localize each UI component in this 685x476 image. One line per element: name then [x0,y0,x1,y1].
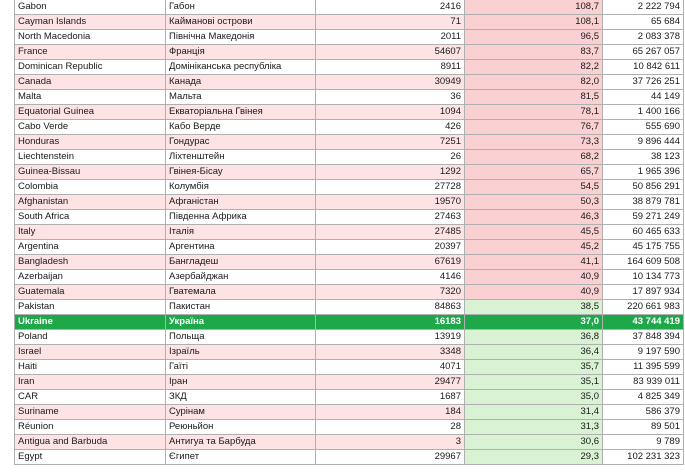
percent-cell: 45,2 [465,240,603,255]
population-cell: 38 879 781 [603,195,684,210]
country-name-en-cell: Suriname [15,405,166,420]
country-name-ua-cell: Франція [166,45,316,60]
count-cell: 28 [316,420,465,435]
country-name-en-cell: Israel [15,345,166,360]
country-name-ua-cell: Аргентина [166,240,316,255]
population-cell: 89 501 [603,420,684,435]
country-name-en-cell: Italy [15,225,166,240]
population-cell: 83 939 011 [603,375,684,390]
country-name-ua-cell: Україна [166,315,316,330]
country-name-en-cell: Pakistan [15,300,166,315]
count-cell: 27485 [316,225,465,240]
percent-cell: 37,0 [465,315,603,330]
population-cell: 37 848 394 [603,330,684,345]
population-cell: 1 400 166 [603,105,684,120]
percent-cell: 68,2 [465,150,603,165]
count-cell: 1094 [316,105,465,120]
count-cell: 29477 [316,375,465,390]
table-row [15,450,684,465]
country-name-ua-cell: Екваторіальна Гвінея [166,105,316,120]
table-row [15,90,684,105]
table-row [15,375,684,390]
table-row-highlighted [15,315,684,330]
country-name-en-cell: Haiti [15,360,166,375]
country-name-ua-cell: Гаїті [166,360,316,375]
count-cell: 426 [316,120,465,135]
table-row [15,435,684,450]
country-name-ua-cell: Кайманові острови [166,15,316,30]
percent-cell: 29,3 [465,450,603,465]
count-cell: 2011 [316,30,465,45]
population-cell: 60 465 633 [603,225,684,240]
table-row [15,210,684,225]
population-cell: 164 609 508 [603,255,684,270]
population-cell: 59 271 249 [603,210,684,225]
table-row [15,120,684,135]
country-name-en-cell: Dominican Republic [15,60,166,75]
count-cell: 1687 [316,390,465,405]
table-row [15,255,684,270]
country-name-ua-cell: Мальта [166,90,316,105]
table-row [15,420,684,435]
count-cell: 36 [316,90,465,105]
table-row [15,180,684,195]
country-name-ua-cell: Гвінея-Бісау [166,165,316,180]
population-cell: 17 897 934 [603,285,684,300]
country-name-en-cell: North Macedonia [15,30,166,45]
table-row [15,150,684,165]
country-name-ua-cell: Домініканська республіка [166,60,316,75]
count-cell: 71 [316,15,465,30]
country-name-ua-cell: Іран [166,375,316,390]
percent-cell: 38,5 [465,300,603,315]
country-name-ua-cell: Азербайджан [166,270,316,285]
count-cell: 1292 [316,165,465,180]
country-name-ua-cell: Колумбія [166,180,316,195]
country-name-ua-cell: Єгипет [166,450,316,465]
percent-cell: 35,0 [465,390,603,405]
country-name-en-cell: Cayman Islands [15,15,166,30]
table-row [15,30,684,45]
population-cell: 555 690 [603,120,684,135]
table-row [15,330,684,345]
table-row [15,405,684,420]
table-row [15,240,684,255]
population-cell: 44 149 [603,90,684,105]
country-name-ua-cell: Антигуа та Барбуда [166,435,316,450]
population-cell: 11 395 599 [603,360,684,375]
country-name-en-cell: Antigua and Barbuda [15,435,166,450]
percent-cell: 45,5 [465,225,603,240]
country-name-ua-cell: ЗКД [166,390,316,405]
country-name-en-cell: Colombia [15,180,166,195]
population-cell: 220 661 983 [603,300,684,315]
country-name-en-cell: Egypt [15,450,166,465]
count-cell: 27463 [316,210,465,225]
population-cell: 50 856 291 [603,180,684,195]
country-name-en-cell: Gabon [15,0,166,15]
count-cell: 3348 [316,345,465,360]
table-row [15,0,684,15]
table-row [15,225,684,240]
country-name-en-cell: Malta [15,90,166,105]
country-name-en-cell: Iran [15,375,166,390]
count-cell: 26 [316,150,465,165]
population-cell: 10 134 773 [603,270,684,285]
country-name-ua-cell: Реюньйон [166,420,316,435]
table-row [15,105,684,120]
population-cell: 65 684 [603,15,684,30]
percent-cell: 36,8 [465,330,603,345]
percent-cell: 36,4 [465,345,603,360]
country-name-ua-cell: Ізраїль [166,345,316,360]
country-name-ua-cell: Італія [166,225,316,240]
percent-cell: 78,1 [465,105,603,120]
table-row [15,390,684,405]
percent-cell: 83,7 [465,45,603,60]
country-name-en-cell: Honduras [15,135,166,150]
percent-cell: 31,4 [465,405,603,420]
country-name-en-cell: Canada [15,75,166,90]
country-name-en-cell: Poland [15,330,166,345]
count-cell: 16183 [316,315,465,330]
country-name-ua-cell: Ліхтенштейн [166,150,316,165]
country-name-en-cell: Bangladesh [15,255,166,270]
count-cell: 13919 [316,330,465,345]
count-cell: 7251 [316,135,465,150]
percent-cell: 65,7 [465,165,603,180]
count-cell: 30949 [316,75,465,90]
country-table [14,0,684,465]
population-cell: 9 197 590 [603,345,684,360]
table-row [15,270,684,285]
table-body [15,0,684,465]
table-row [15,165,684,180]
percent-cell: 82,0 [465,75,603,90]
country-name-ua-cell: Канада [166,75,316,90]
country-name-ua-cell: Бангладеш [166,255,316,270]
country-name-en-cell: South Africa [15,210,166,225]
count-cell: 2416 [316,0,465,15]
country-name-ua-cell: Габон [166,0,316,15]
percent-cell: 76,7 [465,120,603,135]
count-cell: 54607 [316,45,465,60]
country-name-ua-cell: Сурінам [166,405,316,420]
population-cell: 4 825 349 [603,390,684,405]
country-name-ua-cell: Гондурас [166,135,316,150]
count-cell: 8911 [316,60,465,75]
country-name-ua-cell: Кабо Верде [166,120,316,135]
country-name-ua-cell: Гватемала [166,285,316,300]
percent-cell: 46,3 [465,210,603,225]
population-cell: 38 123 [603,150,684,165]
country-name-en-cell: Ukraine [15,315,166,330]
population-cell: 37 726 251 [603,75,684,90]
country-name-en-cell: Argentina [15,240,166,255]
table-row [15,285,684,300]
table-row [15,75,684,90]
count-cell: 20397 [316,240,465,255]
country-name-en-cell: Réunion [15,420,166,435]
population-cell: 65 267 057 [603,45,684,60]
country-name-en-cell: Cabo Verde [15,120,166,135]
country-name-en-cell: Equatorial Guinea [15,105,166,120]
count-cell: 29967 [316,450,465,465]
count-cell: 19570 [316,195,465,210]
count-cell: 27728 [316,180,465,195]
percent-cell: 31,3 [465,420,603,435]
table-row [15,300,684,315]
country-name-en-cell: Liechtenstein [15,150,166,165]
table-row [15,135,684,150]
country-name-en-cell: Guatemala [15,285,166,300]
count-cell: 3 [316,435,465,450]
population-cell: 102 231 323 [603,450,684,465]
percent-cell: 108,1 [465,15,603,30]
percent-cell: 41,1 [465,255,603,270]
population-cell: 43 744 419 [603,315,684,330]
count-cell: 184 [316,405,465,420]
table-row [15,345,684,360]
percent-cell: 30,6 [465,435,603,450]
country-name-en-cell: CAR [15,390,166,405]
percent-cell: 40,9 [465,270,603,285]
percent-cell: 81,5 [465,90,603,105]
country-name-en-cell: Guinea-Bissau [15,165,166,180]
country-name-en-cell: France [15,45,166,60]
population-cell: 9 789 [603,435,684,450]
percent-cell: 82,2 [465,60,603,75]
table-row [15,45,684,60]
country-name-ua-cell: Південна Африка [166,210,316,225]
population-cell: 45 175 755 [603,240,684,255]
count-cell: 4146 [316,270,465,285]
percent-cell: 96,5 [465,30,603,45]
table-row [15,15,684,30]
table-row [15,195,684,210]
count-cell: 84863 [316,300,465,315]
count-cell: 4071 [316,360,465,375]
table-row [15,60,684,75]
percent-cell: 73,3 [465,135,603,150]
population-cell: 2 083 378 [603,30,684,45]
country-name-en-cell: Azerbaijan [15,270,166,285]
country-name-ua-cell: Північна Македонія [166,30,316,45]
population-cell: 1 965 396 [603,165,684,180]
population-cell: 10 842 611 [603,60,684,75]
percent-cell: 40,9 [465,285,603,300]
country-name-ua-cell: Афганістан [166,195,316,210]
country-name-ua-cell: Пакистан [166,300,316,315]
percent-cell: 54,5 [465,180,603,195]
count-cell: 67619 [316,255,465,270]
country-name-en-cell: Afghanistan [15,195,166,210]
percent-cell: 50,3 [465,195,603,210]
count-cell: 7320 [316,285,465,300]
percent-cell: 35,1 [465,375,603,390]
percent-cell: 108,7 [465,0,603,15]
population-cell: 586 379 [603,405,684,420]
percent-cell: 35,7 [465,360,603,375]
population-cell: 2 222 794 [603,0,684,15]
table-row [15,360,684,375]
population-cell: 9 896 444 [603,135,684,150]
country-name-ua-cell: Польща [166,330,316,345]
